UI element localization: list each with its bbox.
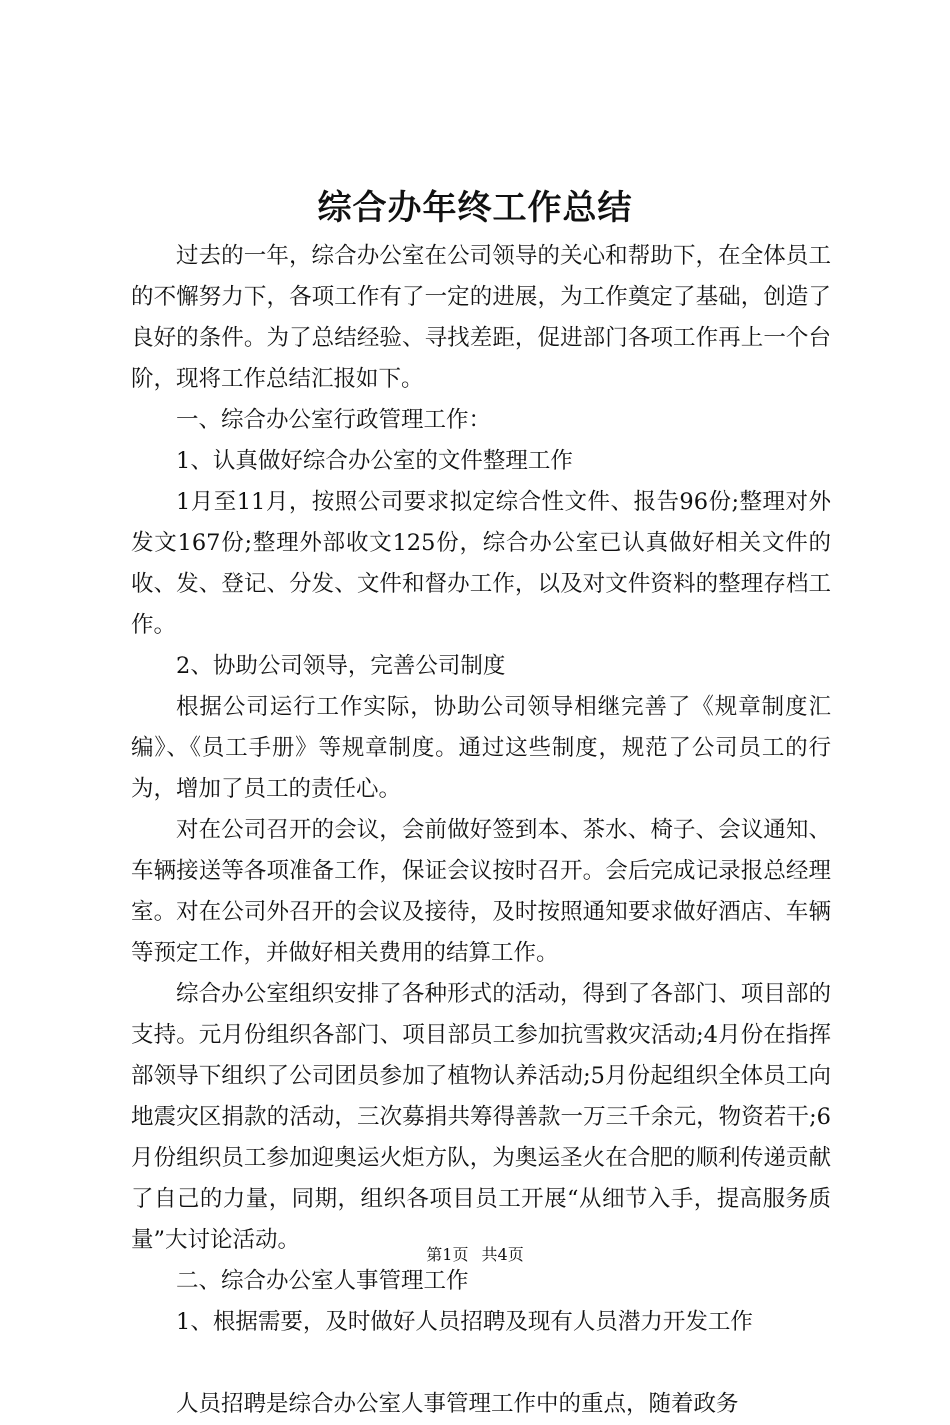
paragraph-documents: 1月至11月，按照公司要求拟定综合性文件、报告96份;整理对外发文167份;整理外部收文125份，综合办公室已认真做好相关文件的收、发、登记、分发、文件和督办工作，以及对文件资料的整理存档工作。: [131, 489, 831, 638]
paragraph-regulations: 根据公司运行工作实际，协助公司领导相继完善了《规章制度汇编》、《员工手册》等规章制度。通过这些制度，规范了公司员工的行为，增加了员工的责任心。: [131, 694, 831, 802]
heading-item-1-1: 1、认真做好综合办公室的文件整理工作: [176, 448, 573, 474]
paragraph-meetings: 对在公司召开的会议，会前做好签到本、茶水、椅子、会议通知、车辆接送等各项准备工作，保证会议按时召开。会后完成记录报总经理室。对在公司外召开的会议及接待，及时按照通知要求做好酒店、车辆等预定工作，并做好相关费用的结算工作。: [131, 817, 831, 966]
paragraph-recruitment: 人员招聘是综合办公室人事管理工作中的重点，随着政务: [176, 1391, 739, 1417]
page-total: 共4页: [481, 1245, 524, 1264]
heading-item-1-2: 2、协助公司领导，完善公司制度: [176, 653, 506, 679]
heading-section-2: 二、综合办公室人事管理工作: [176, 1268, 469, 1294]
heading-section-1: 一、综合办公室行政管理工作：: [176, 407, 492, 433]
paragraph-intro: 过去的一年，综合办公室在公司领导的关心和帮助下，在全体员工的不懈努力下，各项工作有了一定的进展，为工作奠定了基础，创造了良好的条件。为了总结经验、寻找差距，促进部门各项工作再上一个台阶，现将工作总结汇报如下。: [131, 243, 831, 392]
heading-item-2-1: 1、根据需要，及时做好人员招聘及现有人员潜力开发工作: [176, 1309, 753, 1335]
paragraph-activities: 综合办公室组织安排了各种形式的活动，得到了各部门、项目部的支持。元月份组织各部门、项目部员工参加抗雪救灾活动;4月份在指挥部领导下组织了公司团员参加了植物认养活动;5月份起组织全体员工向地震灾区捐款的活动，三次募捐共筹得善款一万三千余元，物资若干;6月份组织员工参加迎奥运火炬方队，为奥运圣火在合肥的顺利传递贡献了自己的力量，同期，组织各项目员工开展“从细节入手，提高服务质量”大讨论活动。: [131, 981, 831, 1253]
page-footer: [0, 1243, 950, 1267]
page-number: 第1页: [426, 1245, 469, 1264]
document-title: 综合办年终工作总结: [317, 188, 633, 228]
